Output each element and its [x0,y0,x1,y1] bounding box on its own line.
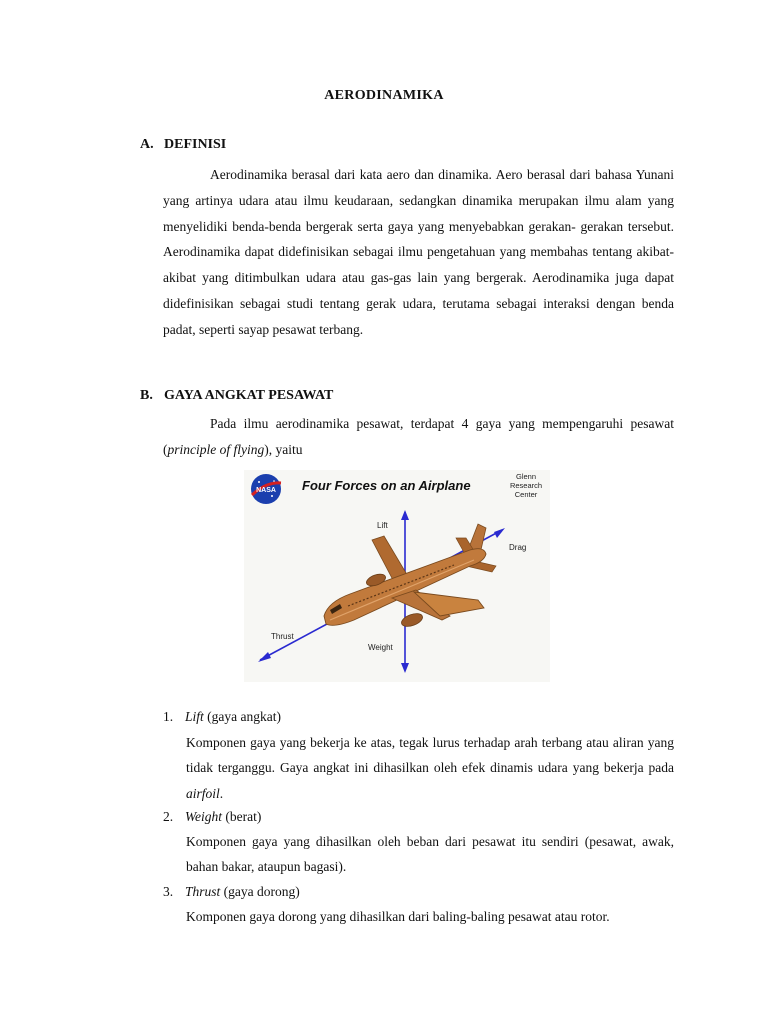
lift-description-end: . [219,785,224,801]
airfoil-term: airfoil [186,785,220,801]
section-a-title: DEFINISI [164,137,227,152]
figure-title: Four Forces on an Airplane [302,478,471,493]
list-number: 2. [163,809,174,824]
lift-description [186,730,674,806]
section-a-heading [140,137,226,153]
glenn-research-center-label [506,472,546,499]
thrust-term: Thrust [185,884,221,899]
section-b-letter: B. [140,388,153,403]
list-number: 1. [163,709,174,724]
section-a-letter: A. [140,137,154,152]
airplane-illustration [244,470,550,682]
section-b-heading [140,388,333,404]
thrust-term-note: (gaya dorong) [220,884,300,899]
principle-of-flying-term: principle of flying [167,441,265,457]
weight-arrowhead [401,663,409,673]
nasa-logo-text: NASA [256,487,276,494]
drag-label: Drag [509,543,527,552]
lift-description-text: Komponen gaya yang bekerja ke atas, tegak lurus terhadap arah terbang atau aliran yang tidak terganggu. Gaya angkat ini dihasilkan oleh efek dinamis udara yang bekerja pada [186,735,674,776]
weight-term-note: (berat) [222,809,262,824]
lift-arrowhead [401,510,409,520]
center-line-1: Glenn [515,472,536,481]
thrust-description: Komponen gaya dorong yang dihasilkan dari baling-baling pesawat atau rotor. [186,909,610,924]
page-title: AERODINAMIKA [324,88,444,103]
drag-arrowhead [494,528,505,538]
four-forces-figure [244,470,550,682]
section-b-intro-text: Pada ilmu aerodinamika pesawat, terdapat 4 gaya yang mempengaruhi pesawat ( [163,416,674,457]
section-b-intro-end: ), yaitu [264,441,303,457]
center-line-3: Center [514,490,538,499]
weight-description: Komponen gaya yang dihasilkan oleh beban dari pesawat itu sendiri (pesawat, awak, bahan bakar, ataupun bagasi). [186,834,674,875]
list-number: 3. [163,884,174,899]
center-line-2: Research [509,481,543,490]
weight-label: Weight [368,643,393,652]
section-b-intro [163,411,674,463]
thrust-label: Thrust [271,632,294,641]
lift-term: Lift [185,709,204,724]
section-a-paragraph: Aerodinamika berasal dari kata aero dan dinamika. Aero berasal dari bahasa Yunani yang artinya udara atau ilmu keudaraan, sedangkan dinamika merupakan ilmu alam yang menyelidiki benda-benda bergerak serta gaya yang menyebabkan gerakan- gerakan tersebut. Aerodinamika dapat didefinisikan sebagai ilmu pengetahuan yang membahas tentang akibat-akibat yang ditimbulkan udara atau gas-gas lain yang bergerak. Aerodinamika juga dapat didefinisikan sebagai studi tentang gerak udara, terutama sebagai interaksi dengan benda padat, seperti sayap pesawat terbang. [163,167,674,337]
lift-label: Lift [377,521,388,530]
section-b-title: GAYA ANGKAT PESAWAT [164,388,334,403]
weight-term: Weight [185,809,222,824]
airplane-body [324,524,496,629]
thrust-arrowhead [258,652,271,662]
lift-term-note: (gaya angkat) [203,709,281,724]
